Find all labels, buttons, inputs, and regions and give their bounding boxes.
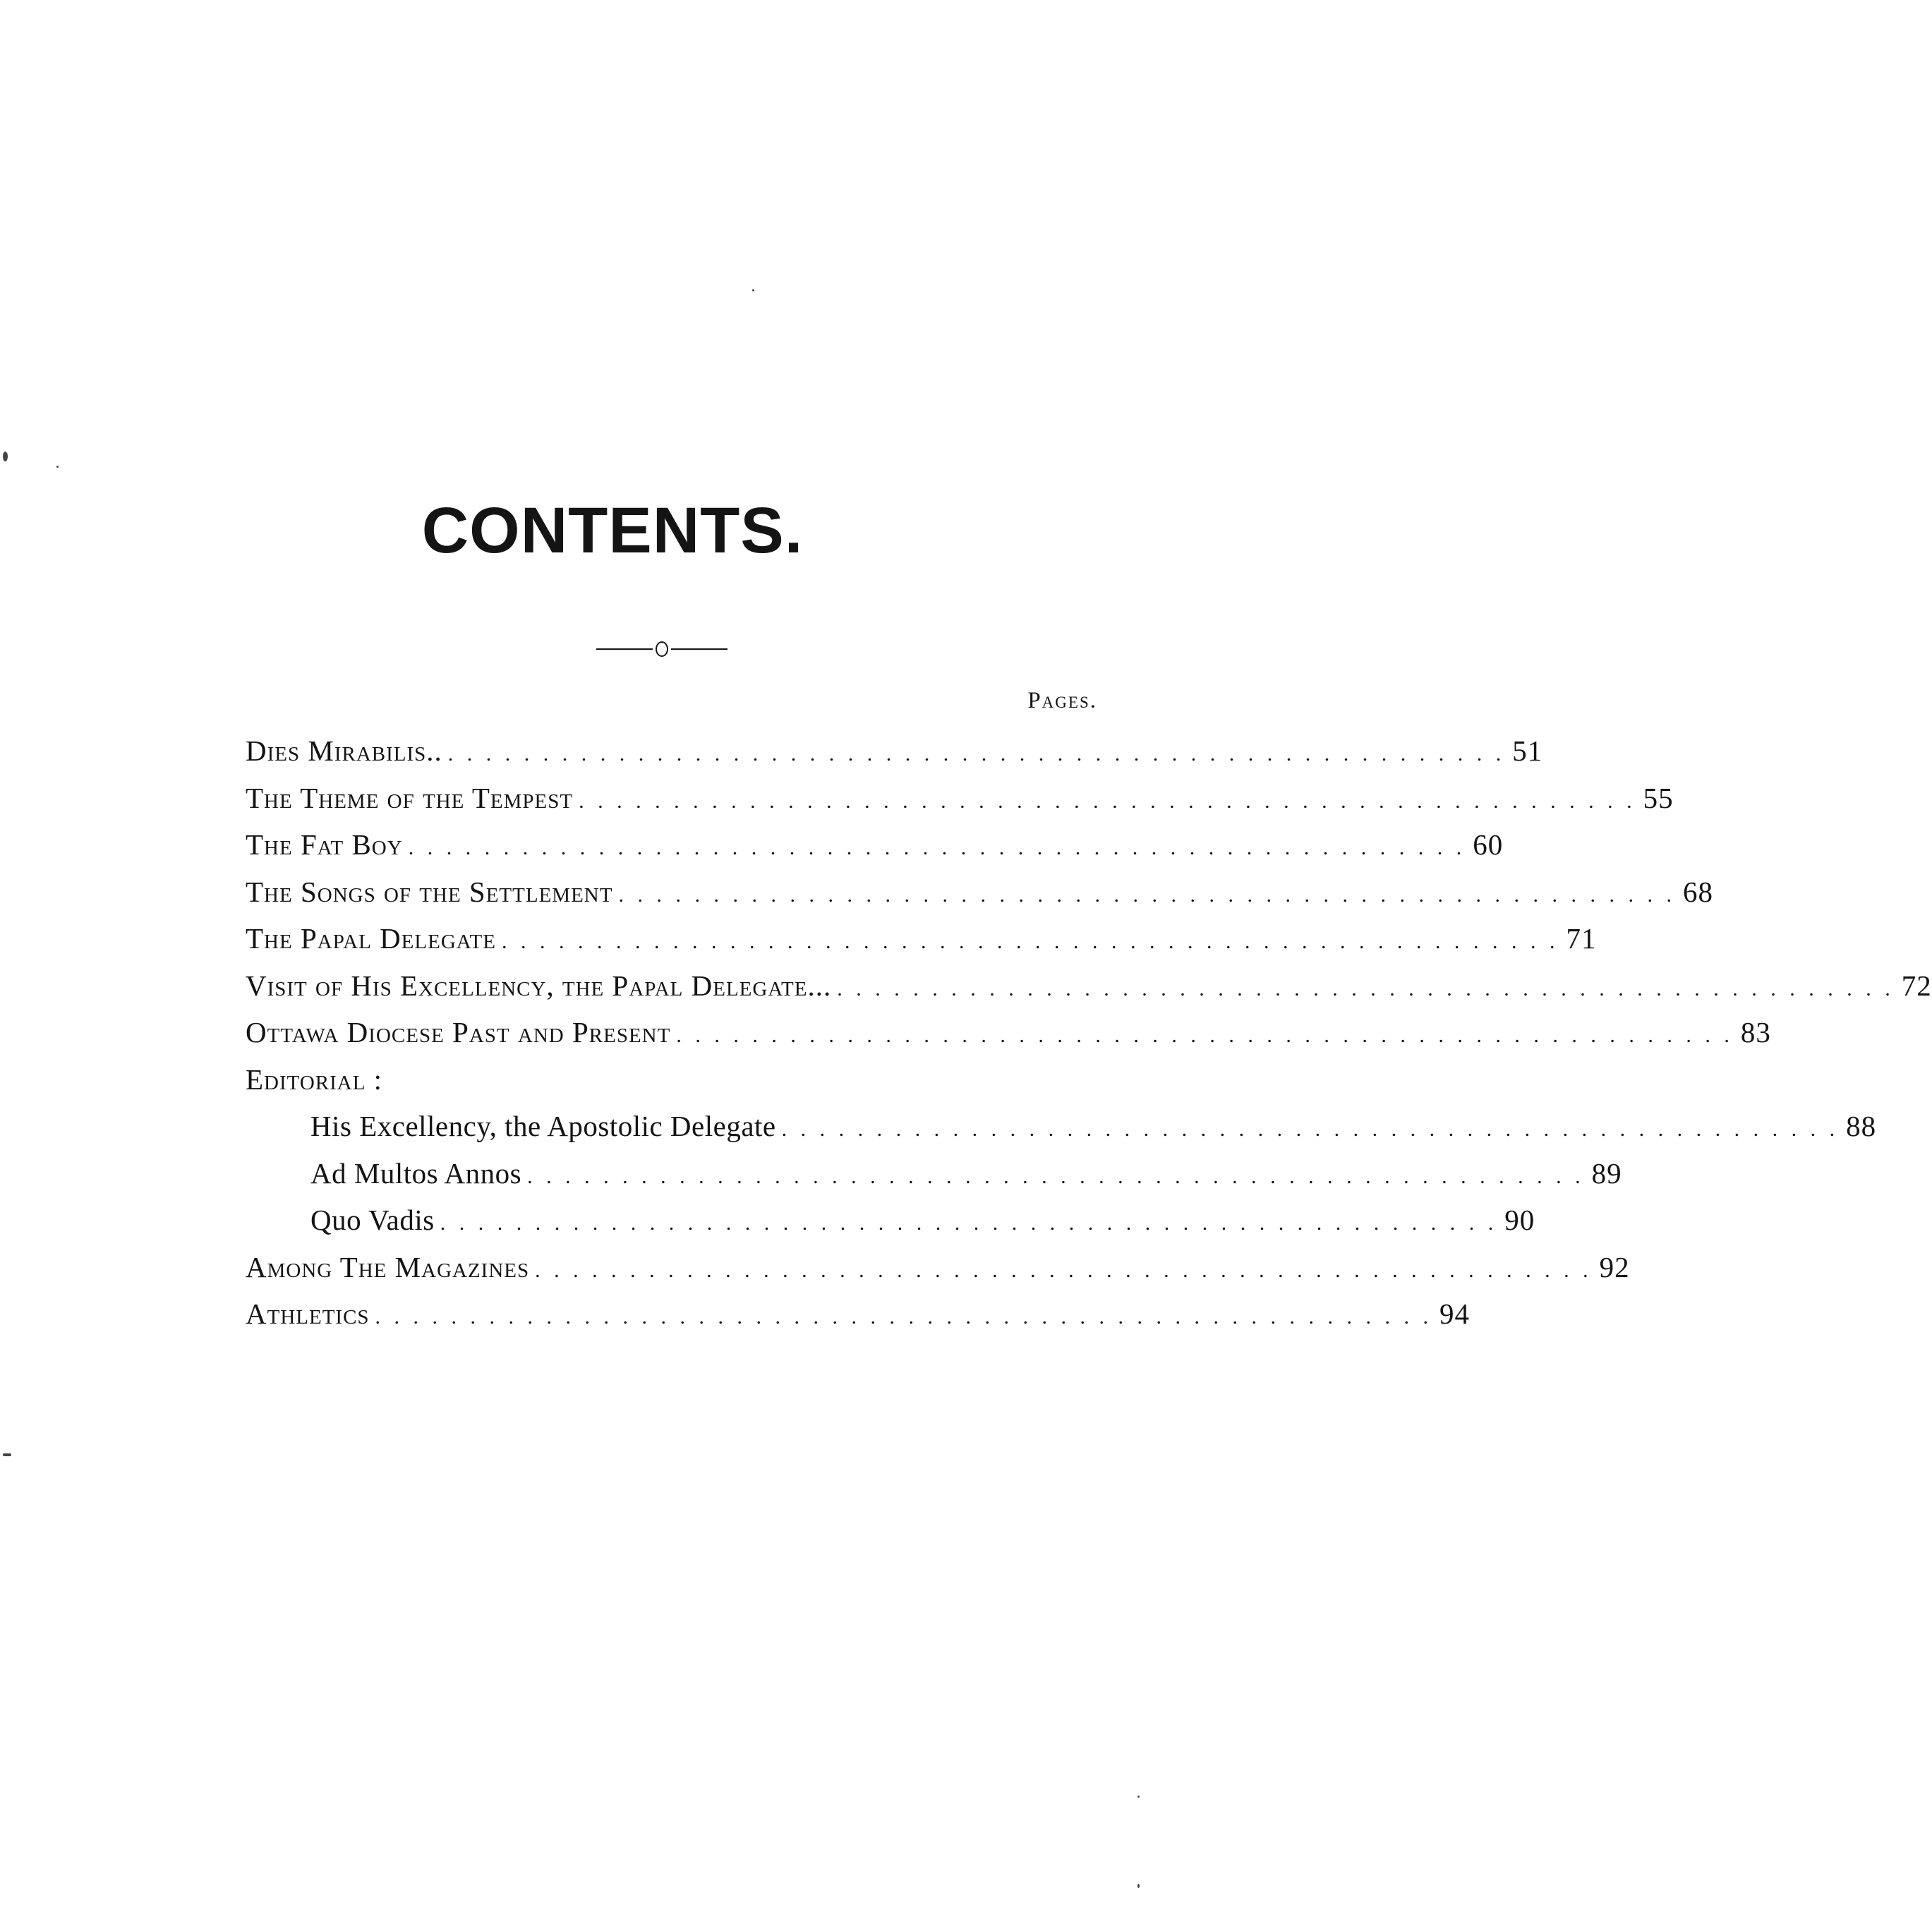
ornament-circle — [656, 641, 668, 657]
toc-entry-title: The Fat Boy — [246, 828, 403, 861]
dot-leader: . . . . . . . . . . . . . . . . . . . . . . . . . . . . . . . . . . . . . . . . . . . . . . . . . . . . . . . . — [440, 1211, 1498, 1235]
scan-speck — [56, 466, 59, 468]
scan-speck — [752, 289, 754, 291]
toc-entry — [246, 734, 1543, 781]
toc-entry-page: 72 — [1901, 969, 1932, 1002]
title-ornament — [591, 639, 732, 660]
dot-leader: . . . . . . . . . . . . . . . . . . . . . . . . . . . . . . . . . . . . . . . . . . . . . . . . . . . . . . . . — [527, 1164, 1585, 1188]
toc-entry-page: 83 — [1740, 1016, 1771, 1048]
toc-entry-page: 88 — [1846, 1110, 1877, 1142]
toc-entry-page: 68 — [1682, 875, 1713, 908]
dot-leader: . . . . . . . . . . . . . . . . . . . . . . . . . . . . . . . . . . . . . . . . . . . . . . . . . . . . . . . . — [408, 836, 1466, 859]
scan-speck — [1137, 1796, 1140, 1798]
toc-entry — [246, 828, 1504, 875]
toc-entry — [246, 1297, 1471, 1344]
toc-entry-page: 94 — [1439, 1297, 1471, 1330]
toc-entry — [246, 875, 1713, 922]
toc-entry-title: Visit of His Excellency, the Papal Delegate... — [246, 969, 832, 1002]
toc-entry-page: 60 — [1473, 828, 1504, 861]
toc-entry — [246, 1250, 1630, 1297]
table-of-contents — [246, 734, 1932, 1344]
toc-entry-title: The Papal Delegate — [246, 922, 496, 955]
toc-entry-title: The Songs of the Settlement — [246, 875, 613, 908]
dot-leader: . . . . . . . . . . . . . . . . . . . . . . . . . . . . . . . . . . . . . . . . . . . . . . . . . . . . . . . . — [781, 1118, 1840, 1141]
ornament-rule-left — [596, 648, 653, 650]
toc-section-title: Editorial : — [246, 1063, 383, 1096]
toc-subentry — [246, 1156, 1622, 1204]
dot-leader: . . . . . . . . . . . . . . . . . . . . . . . . . . . . . . . . . . . . . . . . . . . . . . . . . . . . . . . . — [375, 1305, 1433, 1329]
toc-subentry — [246, 1203, 1535, 1250]
toc-entry-title: Ad Multos Annos — [310, 1156, 522, 1190]
toc-subentry — [246, 1109, 1877, 1156]
toc-entry — [246, 969, 1932, 1016]
toc-entry-page: 71 — [1566, 922, 1597, 955]
toc-entry-page: 92 — [1599, 1250, 1630, 1283]
scan-speck — [3, 1453, 11, 1456]
page-title: CONTENTS. — [421, 495, 804, 567]
toc-entry-title: Quo Vadis — [310, 1204, 435, 1236]
dot-leader: . . . . . . . . . . . . . . . . . . . . . . . . . . . . . . . . . . . . . . . . . . . . . . . . . . . . . . . . — [676, 1024, 1734, 1047]
toc-entry — [246, 781, 1674, 828]
toc-entry — [246, 1015, 1771, 1063]
toc-entry-title: Ottawa Diocese Past and Present — [246, 1016, 671, 1048]
toc-entry-title: Dies Mirabilis.. — [246, 734, 442, 767]
toc-entry-page: 51 — [1512, 734, 1543, 767]
toc-entry-page: 89 — [1591, 1156, 1622, 1190]
toc-entry-title: Among The Magazines — [246, 1250, 530, 1283]
scan-speck — [3, 452, 8, 461]
toc-entry-title: His Excellency, the Apostolic Delegate — [310, 1110, 776, 1142]
toc-entry-title: Athletics — [246, 1297, 370, 1330]
dot-leader: . . . . . . . . . . . . . . . . . . . . . . . . . . . . . . . . . . . . . . . . . . . . . . . . . . . . . . . . — [618, 883, 1676, 907]
dot-leader: . . . . . . . . . . . . . . . . . . . . . . . . . . . . . . . . . . . . . . . . . . . . . . . . . . . . . . . . — [535, 1258, 1593, 1282]
dot-leader: . . . . . . . . . . . . . . . . . . . . . . . . . . . . . . . . . . . . . . . . . . . . . . . . . . . . . . . . — [447, 742, 1506, 766]
dot-leader: . . . . . . . . . . . . . . . . . . . . . . . . . . . . . . . . . . . . . . . . . . . . . . . . . . . . . . . . — [837, 976, 1895, 1000]
toc-entry-page: 90 — [1504, 1204, 1535, 1236]
dot-leader: . . . . . . . . . . . . . . . . . . . . . . . . . . . . . . . . . . . . . . . . . . . . . . . . . . . . . . . . — [579, 789, 1636, 813]
toc-entry-title: The Theme of the Tempest — [246, 781, 574, 814]
scan-speck — [1137, 1884, 1140, 1888]
pages-column-header: Pages. — [1027, 688, 1097, 713]
toc-entry-page: 55 — [1643, 781, 1674, 814]
toc-entry — [246, 921, 1597, 969]
toc-section-heading — [246, 1063, 1101, 1110]
dot-leader: . . . . . . . . . . . . . . . . . . . . . . . . . . . . . . . . . . . . . . . . . . . . . . . . . . . . . . . . — [501, 930, 1559, 953]
ornament-rule-right — [671, 648, 727, 650]
